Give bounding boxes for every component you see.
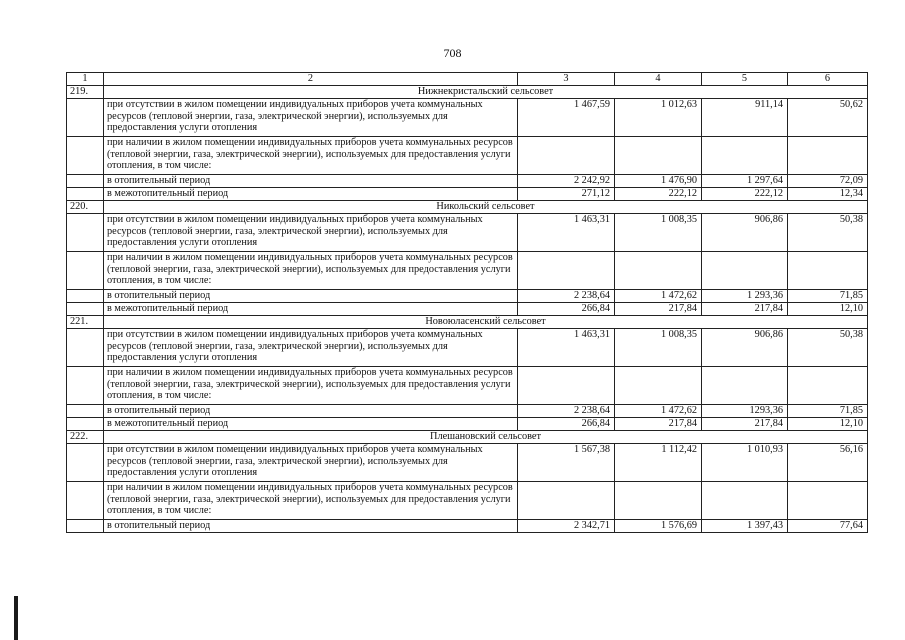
column-number-cell: 1 <box>67 73 104 86</box>
row-description: при наличии в жилом помещении индивидуальных приборов учета коммунальных ресурсов (тепловой энергии, газа, электрической энергии), используемых для предоставления услуги отопления, в том числе: <box>104 137 518 175</box>
period-row <box>67 303 868 316</box>
section-title: Плешановский сельсовет <box>104 431 868 444</box>
value-cell: 271,12 <box>518 188 615 201</box>
column-number-cell: 4 <box>615 73 702 86</box>
row-description: при отсутствии в жилом помещении индивидуальных приборов учета коммунальных ресурсов (тепловой энергии, газа, электрической энергии), используемых для предоставления услуги отопления <box>104 214 518 252</box>
value-cell: 1 008,35 <box>615 214 702 252</box>
value-cell: 1 010,93 <box>702 444 788 482</box>
scan-edge-bar <box>14 596 18 640</box>
value-cell: 71,85 <box>788 290 868 303</box>
value-cell <box>615 482 702 520</box>
value-cell: 56,16 <box>788 444 868 482</box>
value-cell: 1 476,90 <box>615 175 702 188</box>
value-cell: 217,84 <box>615 418 702 431</box>
row-description: в отопительный период <box>104 175 518 188</box>
index-cell <box>67 137 104 175</box>
row-description: в отопительный период <box>104 290 518 303</box>
index-cell <box>67 367 104 405</box>
condition-row <box>67 444 868 482</box>
condition-row <box>67 137 868 175</box>
value-cell <box>788 137 868 175</box>
value-cell: 1 467,59 <box>518 99 615 137</box>
value-cell: 217,84 <box>615 303 702 316</box>
row-description: в межотопительный период <box>104 418 518 431</box>
index-cell <box>67 329 104 367</box>
section-header-row <box>67 316 868 329</box>
value-cell: 1 576,69 <box>615 520 702 533</box>
value-cell: 222,12 <box>615 188 702 201</box>
value-cell: 72,09 <box>788 175 868 188</box>
index-cell <box>67 99 104 137</box>
index-cell <box>67 303 104 316</box>
value-cell: 71,85 <box>788 405 868 418</box>
condition-row <box>67 329 868 367</box>
value-cell <box>788 367 868 405</box>
index-cell <box>67 520 104 533</box>
section-title: Новоюласенский сельсовет <box>104 316 868 329</box>
period-row <box>67 418 868 431</box>
value-cell <box>615 137 702 175</box>
value-cell: 12,34 <box>788 188 868 201</box>
period-row <box>67 175 868 188</box>
period-row <box>67 520 868 533</box>
section-title: Нижнекристальский сельсовет <box>104 86 868 99</box>
value-cell: 1 567,38 <box>518 444 615 482</box>
value-cell: 266,84 <box>518 303 615 316</box>
column-number-cell: 2 <box>104 73 518 86</box>
column-number-cell: 3 <box>518 73 615 86</box>
value-cell: 1 297,64 <box>702 175 788 188</box>
period-row <box>67 290 868 303</box>
row-description: при отсутствии в жилом помещении индивидуальных приборов учета коммунальных ресурсов (тепловой энергии, газа, электрической энергии), используемых для предоставления услуги отопления <box>104 99 518 137</box>
index-cell <box>67 418 104 431</box>
index-cell <box>67 214 104 252</box>
section-header-row <box>67 201 868 214</box>
index-cell <box>67 290 104 303</box>
row-description: в отопительный период <box>104 520 518 533</box>
value-cell: 217,84 <box>702 303 788 316</box>
value-cell: 222,12 <box>702 188 788 201</box>
value-cell <box>702 482 788 520</box>
page-number: 708 <box>443 46 462 60</box>
value-cell: 1 472,62 <box>615 405 702 418</box>
value-cell <box>702 137 788 175</box>
value-cell: 2 238,64 <box>518 405 615 418</box>
value-cell <box>702 367 788 405</box>
value-cell: 1 012,63 <box>615 99 702 137</box>
value-cell: 2 342,71 <box>518 520 615 533</box>
section-header-row <box>67 431 868 444</box>
index-cell <box>67 405 104 418</box>
value-cell: 1 293,36 <box>702 290 788 303</box>
section-number: 219. <box>67 86 104 99</box>
index-cell <box>67 482 104 520</box>
value-cell: 266,84 <box>518 418 615 431</box>
condition-row <box>67 482 868 520</box>
index-cell <box>67 252 104 290</box>
row-description: в отопительный период <box>104 405 518 418</box>
value-cell: 50,62 <box>788 99 868 137</box>
value-cell: 2 242,92 <box>518 175 615 188</box>
value-cell <box>615 252 702 290</box>
value-cell: 1 112,42 <box>615 444 702 482</box>
row-description: при отсутствии в жилом помещении индивидуальных приборов учета коммунальных ресурсов (тепловой энергии, газа, электрической энергии), используемых для предоставления услуги отопления <box>104 329 518 367</box>
value-cell <box>702 252 788 290</box>
section-title: Никольский сельсовет <box>104 201 868 214</box>
index-cell <box>67 188 104 201</box>
row-description: при наличии в жилом помещении индивидуальных приборов учета коммунальных ресурсов (тепловой энергии, газа, электрической энергии), используемых для предоставления услуги отопления, в том числе: <box>104 252 518 290</box>
value-cell: 1293,36 <box>702 405 788 418</box>
value-cell <box>788 482 868 520</box>
value-cell: 906,86 <box>702 214 788 252</box>
value-cell: 217,84 <box>702 418 788 431</box>
value-cell: 50,38 <box>788 214 868 252</box>
condition-row <box>67 99 868 137</box>
value-cell: 77,64 <box>788 520 868 533</box>
section-header-row <box>67 86 868 99</box>
row-description: в межотопительный период <box>104 188 518 201</box>
row-description: при наличии в жилом помещении индивидуальных приборов учета коммунальных ресурсов (тепловой энергии, газа, электрической энергии), используемых для предоставления услуги отопления, в том числе: <box>104 482 518 520</box>
value-cell: 1 463,31 <box>518 214 615 252</box>
value-cell: 1 008,35 <box>615 329 702 367</box>
value-cell <box>518 367 615 405</box>
index-cell <box>67 444 104 482</box>
period-row <box>67 405 868 418</box>
value-cell: 911,14 <box>702 99 788 137</box>
value-cell: 12,10 <box>788 418 868 431</box>
value-cell: 50,38 <box>788 329 868 367</box>
period-row <box>67 188 868 201</box>
row-description: в межотопительный период <box>104 303 518 316</box>
value-cell: 906,86 <box>702 329 788 367</box>
value-cell: 12,10 <box>788 303 868 316</box>
value-cell <box>518 137 615 175</box>
section-number: 221. <box>67 316 104 329</box>
section-number: 222. <box>67 431 104 444</box>
value-cell: 1 472,62 <box>615 290 702 303</box>
tariff-table-body <box>67 73 868 533</box>
value-cell: 1 463,31 <box>518 329 615 367</box>
value-cell <box>518 252 615 290</box>
value-cell: 1 397,43 <box>702 520 788 533</box>
tariff-table <box>66 72 868 533</box>
condition-row <box>67 252 868 290</box>
value-cell <box>518 482 615 520</box>
column-number-cell: 6 <box>788 73 868 86</box>
condition-row <box>67 214 868 252</box>
column-number-cell: 5 <box>702 73 788 86</box>
value-cell <box>788 252 868 290</box>
value-cell <box>615 367 702 405</box>
condition-row <box>67 367 868 405</box>
row-description: при наличии в жилом помещении индивидуальных приборов учета коммунальных ресурсов (тепловой энергии, газа, электрической энергии), используемых для предоставления услуги отопления, в том числе: <box>104 367 518 405</box>
row-description: при отсутствии в жилом помещении индивидуальных приборов учета коммунальных ресурсов (тепловой энергии, газа, электрической энергии), используемых для предоставления услуги отопления <box>104 444 518 482</box>
value-cell: 2 238,64 <box>518 290 615 303</box>
column-number-row <box>67 73 868 86</box>
index-cell <box>67 175 104 188</box>
section-number: 220. <box>67 201 104 214</box>
